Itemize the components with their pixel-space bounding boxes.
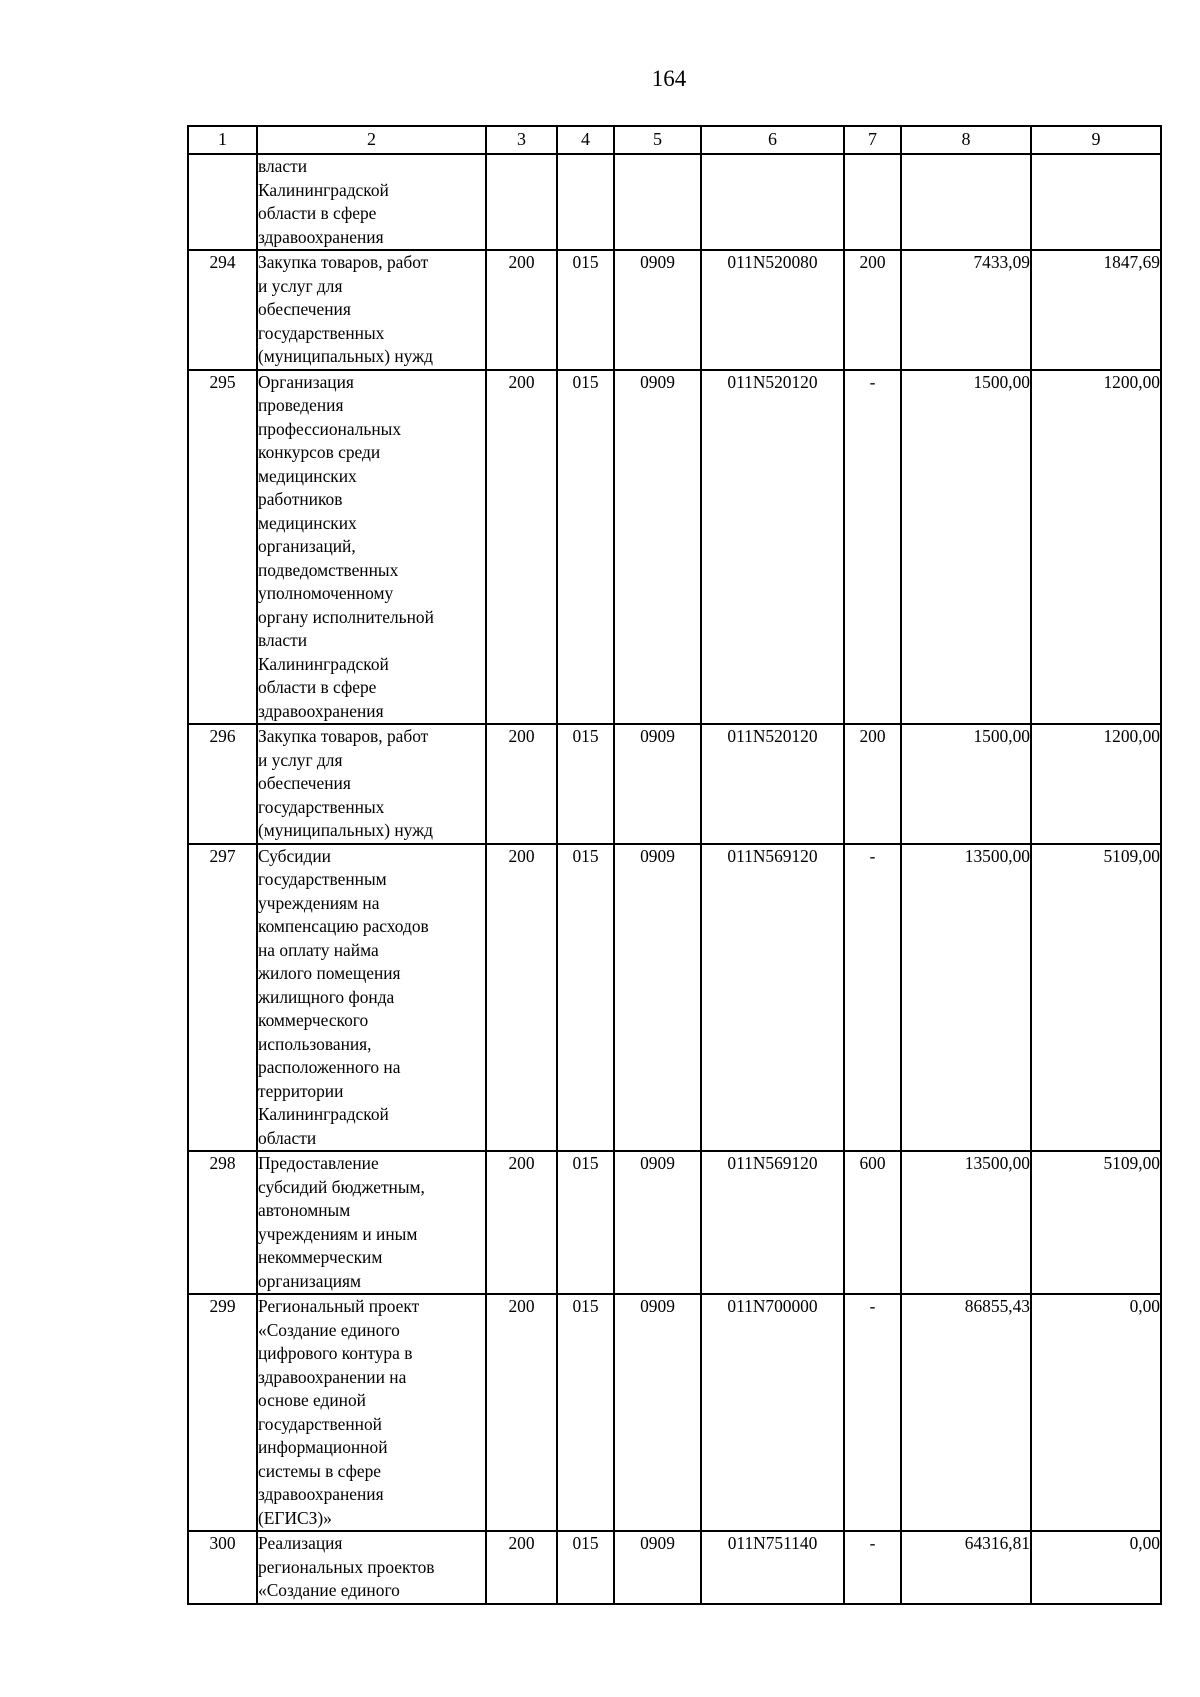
code-5-cell: 0909 [614,1294,701,1531]
code-7-cell: - [844,844,901,1152]
table-body [188,154,1161,1604]
description-line: работников [258,489,343,509]
code-3-cell: 200 [486,844,557,1152]
table-header [188,126,1161,154]
row-number-cell [188,154,257,250]
header-row [188,126,1161,154]
description-cell [257,1294,486,1531]
description-line: (ЕГИСЗ)» [258,1507,332,1528]
description-line: государственных [258,322,385,343]
amount-9-cell: 5109,00 [1031,1151,1161,1294]
code-3-cell: 200 [486,250,557,370]
description-line: и услуг для [258,749,343,770]
description-line: власти [258,630,308,650]
description-line: автономным [258,1200,351,1220]
description-cell [257,370,486,725]
description-line: некоммерческим [258,1247,383,1267]
header-cell-5: 5 [614,126,701,154]
code-6-cell: 011N700000 [701,1294,844,1531]
row-number-cell: 300 [188,1531,257,1604]
code-3-cell: 200 [486,370,557,725]
table-row [188,844,1161,1152]
description-line: власти [258,156,308,176]
description-line: Субсидии [258,845,331,866]
description-cell [257,1531,486,1604]
code-4-cell: 015 [557,370,614,725]
code-4-cell: 015 [557,1294,614,1531]
description-line: органу исполнительной [258,606,434,627]
amount-8-cell: 1500,00 [901,724,1031,844]
code-4-cell: 015 [557,250,614,370]
description-line: обеспечения [258,773,351,793]
description-line: жилого помещения [258,963,401,983]
table-row [188,154,1161,250]
code-6-cell: 011N569120 [701,844,844,1152]
code-4-cell: 015 [557,1151,614,1294]
code-7-cell [844,154,901,250]
code-6-cell: 011N520120 [701,724,844,844]
description-line: цифрового контура в [258,1343,413,1363]
page-number: 164 [651,66,687,91]
description-line: Организация [258,371,354,392]
description-line: здравоохранении на [258,1366,407,1387]
description-line: государственной [258,1413,382,1434]
description-line: профессиональных [258,418,402,439]
description-line: организаций, [258,536,356,556]
amount-9-cell: 1847,69 [1031,250,1161,370]
amount-8-cell: 13500,00 [901,844,1031,1152]
code-7-cell: 600 [844,1151,901,1294]
description-line: области [258,1127,317,1148]
description-line: территории [258,1080,344,1101]
description-line: субсидий бюджетным, [258,1176,425,1197]
description-line: организациям [258,1270,362,1291]
code-4-cell: 015 [557,724,614,844]
description-line: «Создание единого [258,1319,400,1340]
amount-8-cell: 86855,43 [901,1294,1031,1531]
description-line: учреждениям и иным [258,1223,418,1244]
description-line: здравоохранения [258,1484,384,1504]
code-5-cell [614,154,701,250]
amount-9-cell: 5109,00 [1031,844,1161,1152]
description-line: коммерческого [258,1010,369,1030]
description-cell [257,844,486,1152]
description-line: Калининградской [258,653,389,674]
description-line: государственным [258,869,387,889]
header-cell-7: 7 [844,126,901,154]
code-7-cell: 200 [844,724,901,844]
description-line: основе единой [258,1390,366,1410]
code-4-cell: 015 [557,844,614,1152]
description-cell [257,154,486,250]
code-6-cell: 011N520120 [701,370,844,725]
description-cell [257,724,486,844]
amount-8-cell [901,154,1031,250]
description-line: использования, [258,1033,372,1054]
code-6-cell: 011N520080 [701,250,844,370]
description-line: медицинских [258,465,357,486]
description-line: Реализация [258,1533,343,1553]
description-line: здравоохранения [258,700,384,721]
code-3-cell [486,154,557,250]
description-line: и услуг для [258,275,343,296]
code-5-cell: 0909 [614,724,701,844]
row-number-cell: 294 [188,250,257,370]
description-line: области в сфере [258,677,377,697]
amount-9-cell: 1200,00 [1031,370,1161,725]
amount-9-cell: 0,00 [1031,1294,1161,1531]
header-cell-3: 3 [486,126,557,154]
header-cell-8: 8 [901,126,1031,154]
code-6-cell: 011N751140 [701,1531,844,1604]
header-cell-4: 4 [557,126,614,154]
row-number-cell: 295 [188,370,257,725]
description-line: компенсацию расходов [258,916,429,936]
description-line: системы в сфере [258,1460,381,1481]
description-line: государственных [258,796,385,817]
description-cell [257,1151,486,1294]
code-4-cell: 015 [557,1531,614,1604]
header-cell-6: 6 [701,126,844,154]
code-7-cell: - [844,370,901,725]
description-line: «Создание единого [258,1580,400,1600]
code-4-cell [557,154,614,250]
header-cell-2: 2 [257,126,486,154]
row-number-cell: 297 [188,844,257,1152]
header-cell-9: 9 [1031,126,1161,154]
code-5-cell: 0909 [614,250,701,370]
description-line: Калининградской [258,1104,389,1124]
code-6-cell [701,154,844,250]
table-row [188,1531,1161,1604]
description-line: медицинских [258,512,357,533]
table-row [188,370,1161,725]
code-5-cell: 0909 [614,1151,701,1294]
budget-table [187,125,1162,1605]
code-3-cell: 200 [486,1294,557,1531]
description-line: подведомственных [258,559,399,580]
row-number-cell: 299 [188,1294,257,1531]
description-line: Закупка товаров, работ [258,252,429,272]
code-5-cell: 0909 [614,844,701,1152]
description-cell [257,250,486,370]
description-line: (муниципальных) нужд [258,346,433,366]
description-line: обеспечения [258,299,351,319]
amount-8-cell: 1500,00 [901,370,1031,725]
amount-8-cell: 64316,81 [901,1531,1031,1604]
code-7-cell: - [844,1531,901,1604]
description-line: здравоохранения [258,226,384,247]
description-line: Предоставление [258,1153,379,1173]
description-line: области в сфере [258,203,377,223]
code-5-cell: 0909 [614,370,701,725]
description-line: информационной [258,1437,388,1457]
code-3-cell: 200 [486,724,557,844]
code-3-cell: 200 [486,1151,557,1294]
table-row [188,1294,1161,1531]
row-number-cell: 296 [188,724,257,844]
description-line: расположенного на [258,1057,401,1077]
amount-9-cell: 1200,00 [1031,724,1161,844]
row-number-cell: 298 [188,1151,257,1294]
amount-8-cell: 7433,09 [901,250,1031,370]
code-3-cell: 200 [486,1531,557,1604]
amount-9-cell: 0,00 [1031,1531,1161,1604]
description-line: региональных проектов [258,1556,435,1577]
code-6-cell: 011N569120 [701,1151,844,1294]
table-row [188,724,1161,844]
description-line: Закупка товаров, работ [258,726,429,746]
table-row [188,1151,1161,1294]
table-row [188,250,1161,370]
amount-8-cell: 13500,00 [901,1151,1031,1294]
description-line: на оплату найма [258,939,379,960]
description-line: конкурсов среди [258,442,381,462]
code-5-cell: 0909 [614,1531,701,1604]
code-7-cell: 200 [844,250,901,370]
description-line: жилищного фонда [258,986,395,1007]
description-line: (муниципальных) нужд [258,820,433,840]
header-cell-1: 1 [188,126,257,154]
description-line: учреждениям на [258,892,380,913]
description-line: Калининградской [258,179,389,200]
description-line: Региональный проект [258,1296,420,1316]
description-line: уполномоченному [258,583,394,603]
amount-9-cell [1031,154,1161,250]
code-7-cell: - [844,1294,901,1531]
description-line: проведения [258,395,344,415]
